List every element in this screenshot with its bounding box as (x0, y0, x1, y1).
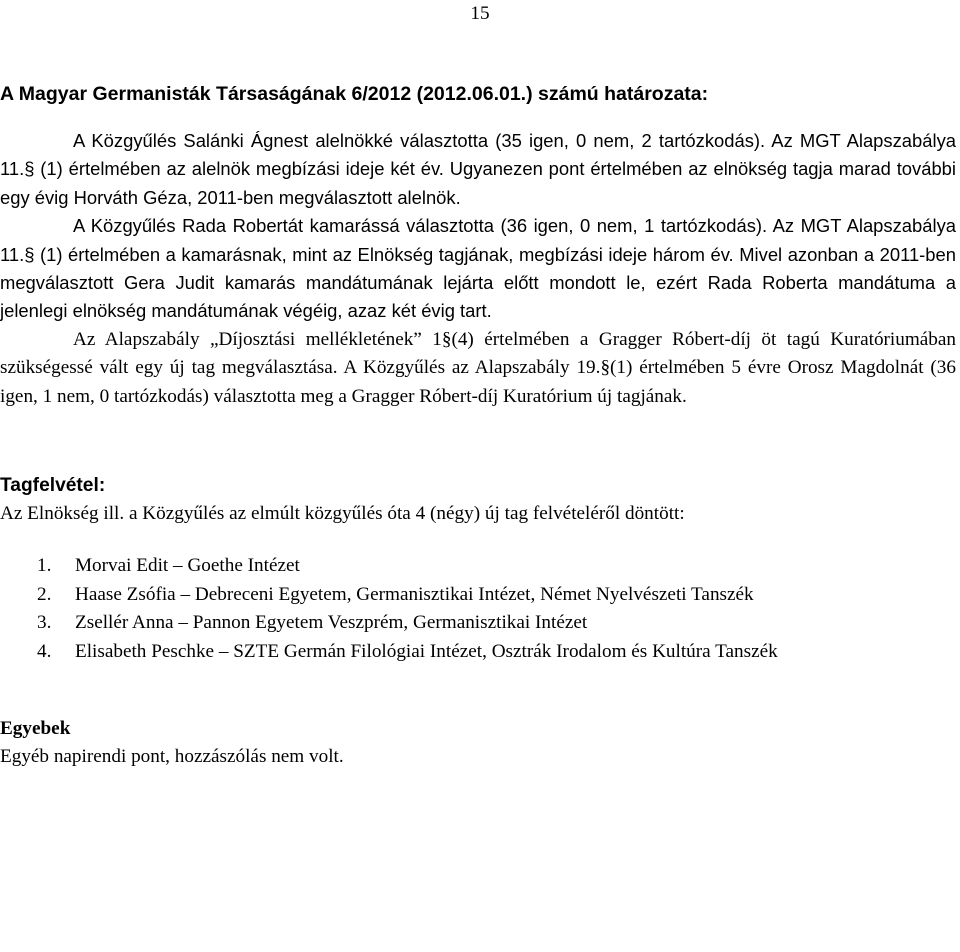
list-item-number: 3. (37, 612, 52, 634)
list-item-number: 1. (37, 555, 52, 577)
page-number: 15 (470, 3, 490, 24)
other-heading: Egyebek (0, 718, 71, 740)
resolution-heading: A Magyar Germanisták Társaságának 6/2012 (2012.06.01.) számú határozata: (0, 83, 709, 105)
new-members-list (0, 552, 956, 666)
list-item-number: 4. (37, 640, 52, 662)
document-body (0, 82, 956, 772)
list-item (0, 552, 956, 580)
list-item-text: Zsellér Anna – Pannon Egyetem Veszprém, Germanisztikai Intézet (75, 612, 588, 634)
other-text: Egyéb napirendi pont, hozzászólás nem volt. (0, 746, 344, 768)
list-item-text: Morvai Edit – Goethe Intézet (75, 555, 300, 577)
resolution-paragraph-vice-president: A Közgyűlés Salánki Ágnest alelnökké választotta (35 igen, 0 nem, 2 tartózkodás). Az MGT Alapszabálya 11.§ (1) értelmében az alelnök megbízási ideje két év. Ugyanezen pont értelmében az elnökség tagja marad további egy évig Horváth Géza, 2011-ben megválasztott alelnök. (0, 130, 956, 208)
list-item-number: 2. (37, 583, 52, 605)
resolution-paragraph-treasurer: A Közgyűlés Rada Robertát kamarássá választotta (36 igen, 0 nem, 1 tartózkodás). Az MGT Alapszabálya 11.§ (1) értelmében a kamarásnak, mint az Elnökség tagjának, megbízási ideje három év. Mivel azonban a 2011-ben megválasztott Gera Judit kamarás mandátumának lejárta előtt mondott le, ezért Rada Roberta mandátuma a jelenlegi elnökség mandátumának végéig, azaz két évig tart. (0, 215, 956, 322)
admission-heading: Tagfelvétel: (0, 475, 106, 497)
list-item-text: Elisabeth Peschke – SZTE Germán Filológiai Intézet, Osztrák Irodalom és Kultúra Tanszék (75, 640, 778, 662)
resolution-paragraph-curatorium: Az Alapszabály „Díjosztási mellékletének” 1§(4) értelmében a Gragger Róbert-díj öt tagú Kuratóriumában szükségessé vált egy új tag megválasztása. A Közgyűlés az Alapszabály 19.§(1) értelmében 5 évre Orosz Magdolnát (36 igen, 1 nem, 0 tartózkodás) választotta meg a Gragger Róbert-díj Kuratórium új tagjának. (0, 328, 956, 407)
admission-intro: Az Elnökség ill. a Közgyűlés az elmúlt közgyűlés óta 4 (négy) új tag felvételéről döntött: (0, 503, 685, 525)
list-item (0, 638, 956, 666)
list-item (0, 609, 956, 637)
list-item (0, 581, 956, 609)
list-item-text: Haase Zsófia – Debreceni Egyetem, Germanisztikai Intézet, Német Nyelvészeti Tanszék (75, 583, 754, 605)
